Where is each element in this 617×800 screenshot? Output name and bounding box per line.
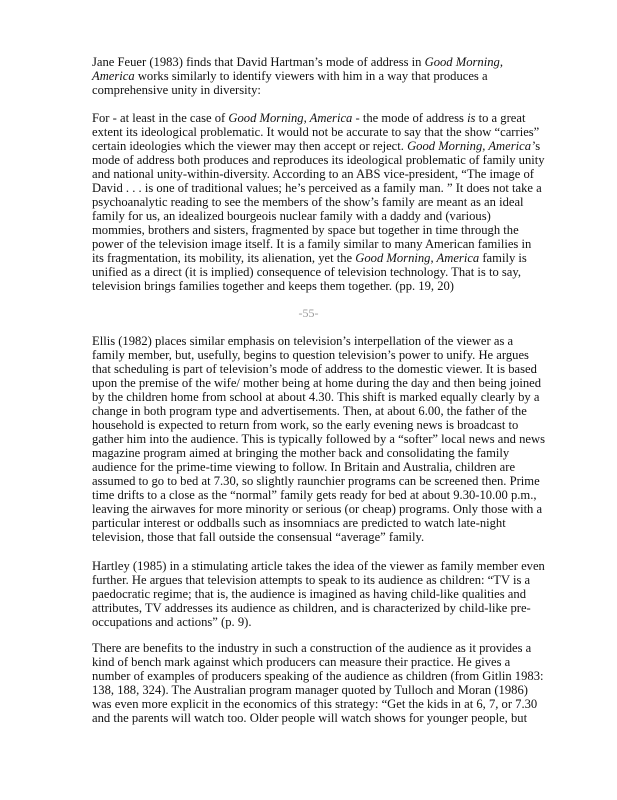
text-segment: television brings families together and keeps them together. (pp. 19, 20) bbox=[92, 279, 454, 293]
text-segment: s bbox=[535, 139, 541, 153]
page-number: -55- bbox=[298, 306, 319, 320]
text-line bbox=[92, 446, 592, 460]
text-line bbox=[92, 641, 592, 655]
text-segment: For - at least in the case of bbox=[92, 111, 229, 125]
text-segment: change in both program type and advertisements. Then, at about 6.00, the father of the bbox=[92, 404, 527, 418]
text-line bbox=[92, 516, 592, 530]
text-segment: 138, 188, 324). The Australian program manager quoted by Tulloch and Moran (1986) bbox=[92, 683, 528, 697]
text-segment: paedocratic regime; that is, the audience is imagined as having child-like qualities and bbox=[92, 587, 526, 601]
text-line bbox=[92, 237, 592, 251]
text-line bbox=[92, 69, 592, 83]
text-segment: further. He argues that television attempts to speak to its audience as children: “TV is a bbox=[92, 573, 531, 587]
text-segment: comprehensive unity in diversity: bbox=[92, 83, 261, 97]
text-line bbox=[92, 376, 592, 390]
text-line bbox=[92, 390, 592, 404]
block-quote-feuer bbox=[92, 111, 592, 293]
italic-text: Good Morning, bbox=[424, 55, 503, 69]
text-line bbox=[92, 474, 592, 488]
text-segment: - the mode of address bbox=[352, 111, 468, 125]
text-line bbox=[92, 167, 592, 181]
text-segment: particular interest or oddballs such as insomniacs are predicted to watch late-night bbox=[92, 516, 506, 530]
text-line bbox=[92, 615, 592, 629]
paragraph-ellis bbox=[92, 334, 592, 544]
text-line bbox=[92, 711, 592, 725]
text-segment: unified as a direct (it is implied) consequence of television technology. That is to say, bbox=[92, 265, 522, 279]
text-line bbox=[92, 530, 592, 544]
text-segment: television, those that fall outside the consensual “average” family. bbox=[92, 530, 425, 544]
text-segment: magazine program aimed at bringing the mother back and consolidating the family bbox=[92, 446, 510, 460]
text-segment: and the parents will watch too. Older people will watch shows for younger people, but bbox=[92, 711, 528, 725]
text-segment: was even more explicit in the economics of this strategy: “Get the kids in at 6, 7, or 7.30 bbox=[92, 697, 538, 711]
text-line bbox=[92, 125, 592, 139]
text-segment: attributes, TV addresses its audience as children, and is characterized by child-like pre- bbox=[92, 601, 531, 615]
text-line bbox=[92, 697, 592, 711]
text-line bbox=[92, 83, 592, 97]
text-line bbox=[92, 153, 592, 167]
text-segment: gather him into the audience. This is typically followed by a “softer” local news and news bbox=[92, 432, 546, 446]
text-segment: number of examples of producers speaking of the audience as children (from Gitlin 1983: bbox=[92, 669, 544, 683]
text-line bbox=[92, 683, 592, 697]
text-segment: There are benefits to the industry in such a construction of the audience as it provides a bbox=[92, 641, 532, 655]
text-line bbox=[92, 251, 592, 265]
text-segment: leaving the airwaves for more minority or serious (or cheap) programs. Only those with a bbox=[92, 502, 543, 516]
text-segment: Hartley (1985) in a stimulating article takes the idea of the viewer as family member even bbox=[92, 559, 545, 573]
text-segment: David . . . is one of traditional values; he’s perceived as a family man. ” It does not take a bbox=[92, 181, 542, 195]
text-line bbox=[92, 601, 592, 615]
text-line bbox=[92, 265, 592, 279]
text-line bbox=[92, 209, 592, 223]
text-line bbox=[92, 559, 592, 573]
text-line bbox=[92, 587, 592, 601]
italic-text: Good Morning, America’ bbox=[407, 139, 536, 153]
text-line bbox=[92, 111, 592, 125]
text-segment: occupations and actions” (p. 9). bbox=[92, 615, 252, 629]
text-segment: kind of bench mark against which producers can measure their practice. He gives a bbox=[92, 655, 511, 669]
text-line bbox=[92, 502, 592, 516]
paragraph-feuer-intro bbox=[92, 55, 592, 97]
text-segment: family member, but, usefully, begins to question television’s power to unify. He argues bbox=[92, 348, 529, 362]
text-line bbox=[92, 181, 592, 195]
text-segment: power of the television image itself. It is a family similar to many American families in bbox=[92, 237, 532, 251]
text-line bbox=[92, 655, 592, 669]
text-segment: assumed to go to bed at 7.30, so slightly raunchier programs can be screened then. Prime bbox=[92, 474, 540, 488]
italic-text: is bbox=[467, 111, 476, 125]
text-line bbox=[92, 334, 592, 348]
text-line bbox=[92, 362, 592, 376]
text-segment: that scheduling is part of television’s mode of address to the domestic viewer. It is based bbox=[92, 362, 537, 376]
text-segment: mode of address both produces and reproduces its ideological problematic of family unity bbox=[92, 153, 545, 167]
text-line bbox=[92, 573, 592, 587]
text-line bbox=[92, 139, 592, 153]
italic-text: Good Morning, America bbox=[228, 111, 353, 125]
text-line bbox=[92, 279, 592, 293]
text-segment: its fragmentation, its mobility, its alienation, yet the bbox=[92, 251, 356, 265]
text-line bbox=[92, 55, 592, 69]
text-line bbox=[92, 669, 592, 683]
text-segment: time drifts to a close as the “normal” family gets ready for bed at about 9.30-10.00 p.m., bbox=[92, 488, 537, 502]
text-segment: audience for the prime-time viewing to follow. In Britain and Australia, children are bbox=[92, 460, 516, 474]
text-segment: and national unity-within-diversity. According to an ABS vice-president, “The image of bbox=[92, 167, 534, 181]
italic-text: Good Morning, America bbox=[355, 251, 480, 265]
text-segment: upon the premise of the wife/ mother being at home during the day and then being joined bbox=[92, 376, 542, 390]
paragraph-industry-benefits bbox=[92, 641, 592, 725]
italic-text: America bbox=[92, 69, 135, 83]
text-line bbox=[92, 418, 592, 432]
text-line bbox=[92, 460, 592, 474]
text-line bbox=[92, 348, 592, 362]
text-segment: family for us, an idealized bourgeois nuclear family with a daddy and (various) bbox=[92, 209, 491, 223]
text-line bbox=[92, 195, 592, 209]
text-segment: Ellis (1982) places similar emphasis on television’s interpellation of the viewer as a bbox=[92, 334, 514, 348]
text-segment: household is expected to return from work, so the early evening news is broadcast to bbox=[92, 418, 519, 432]
text-segment: psychoanalytic reading to see the members of the show’s family are meant as an ideal bbox=[92, 195, 524, 209]
text-segment: works similarly to identify viewers with him in a way that produces a bbox=[134, 69, 488, 83]
paragraph-hartley bbox=[92, 559, 592, 629]
text-segment: Jane Feuer (1983) finds that David Hartman’s mode of address in bbox=[92, 55, 425, 69]
text-segment: certain ideologies which the viewer may then accept or reject. bbox=[92, 139, 408, 153]
text-line bbox=[92, 223, 592, 237]
text-line bbox=[92, 404, 592, 418]
text-segment: extent its ideological problematic. It would not be accurate to say that the show “carries” bbox=[92, 125, 540, 139]
text-line bbox=[92, 488, 592, 502]
text-segment: family is bbox=[479, 251, 527, 265]
text-line bbox=[92, 432, 592, 446]
text-segment: mommies, brothers and sisters, fragmented by space but together in time through the bbox=[92, 223, 519, 237]
text-segment: to a great bbox=[475, 111, 526, 125]
text-segment: by the children home from school at about 4.30. This shift is marked equally clearly by a bbox=[92, 390, 540, 404]
